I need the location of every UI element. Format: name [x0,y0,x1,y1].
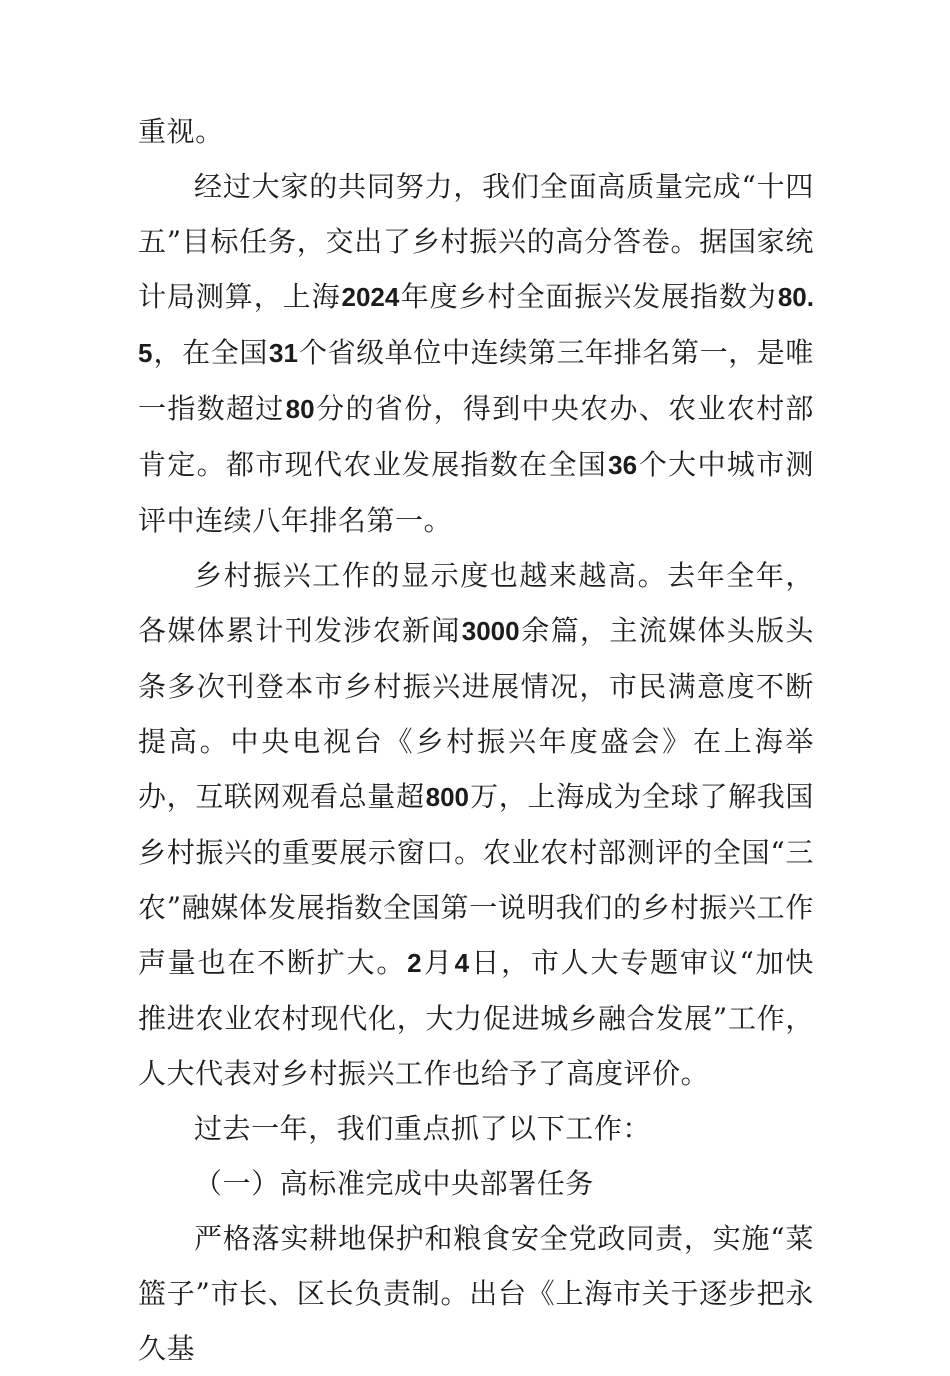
paragraph-5-section-heading: （一）高标准完成中央部署任务 [194,1167,594,1200]
paragraph-6: 严格落实耕地保护和粮食安全党政同责，实施“菜篮子”市长、区长负责制。出台《上海市关于逐步把永久基 [138,1222,814,1365]
paragraph-3: 乡村振兴工作的显示度也越来越高。去年全年，各媒体累计刊发涉农新闻3000余篇，主流媒体头版头条多次刊登本市乡村振兴进展情况，市民满意度不断提高。中央电视台《乡村振兴年度盛会》在上海举办，互联网观看总量超800万，上海成为全球了解我国乡村振兴的重要展示窗口。农业农村部测评的全国“三农”融媒体发展指数全国第一说明我们的乡村振兴工作声量也在不断扩大。2月4日，市人大专题审议“加快推进农业农村现代化，大力促进城乡融合发展”工作，人大代表对乡村振兴工作也给予了高度评价。 [138,559,814,1090]
inline-number: 3000 [461,616,520,646]
paragraph-1: 重视。 [138,115,224,148]
inline-number: 31 [268,338,298,368]
inline-number: 2 [407,948,422,978]
inline-number: 4 [454,948,470,978]
inline-number: 80.5 [138,282,814,368]
inline-number: 36 [608,450,638,480]
inline-number: 2024 [341,282,400,312]
inline-number: 800 [425,782,470,812]
document-text-body [138,104,814,1376]
paragraph-2: 经过大家的共同努力，我们全面高质量完成“十四五”目标任务，交出了乡村振兴的高分答卷。据国家统计局测算，上海2024年度乡村全面振兴发展指数为80.5，在全国31个省级单位中连续第三年排名第一，是唯一指数超过80分的省份，得到中央农办、农业农村部肯定。都市现代农业发展指数在全国36个大中城市测评中连续八年排名第一。 [138,170,814,537]
paragraph-4: 过去一年，我们重点抓了以下工作： [194,1112,651,1145]
inline-number: 80 [285,394,315,424]
